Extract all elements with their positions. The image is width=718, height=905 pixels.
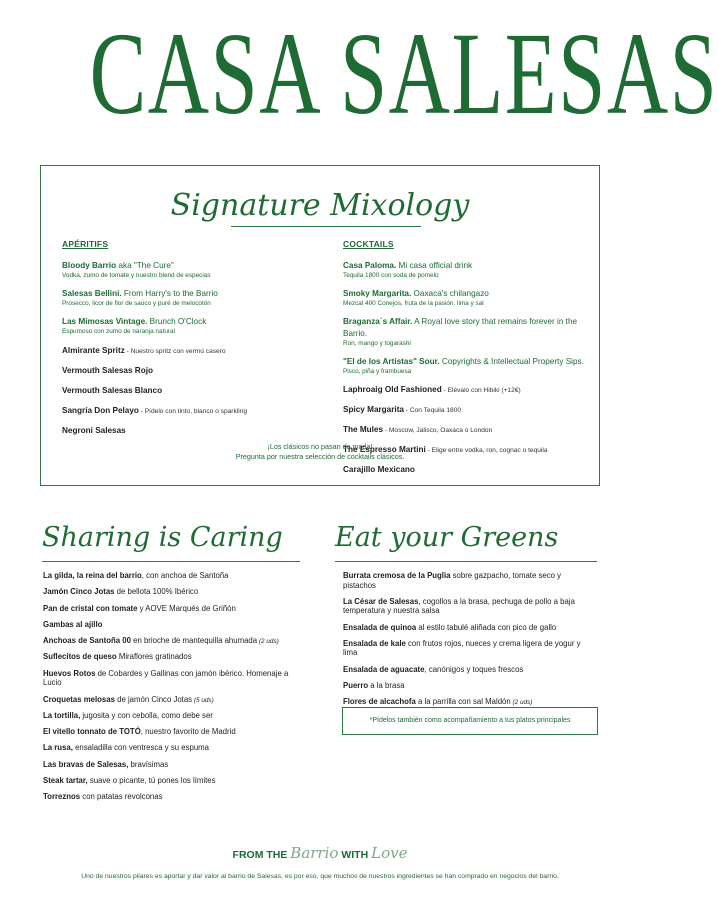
drink-item [62, 424, 312, 437]
dish-name: Burrata cremosa de la Puglia [343, 571, 451, 580]
footer-with: WITH [341, 849, 369, 861]
dish-name: La César de Salesas [343, 596, 419, 606]
mixology-note [41, 442, 599, 462]
drink-item [343, 383, 588, 396]
menu-item [43, 776, 298, 787]
dish-name: Ensalada de kale [343, 638, 406, 648]
drink-item [343, 355, 588, 377]
drink-item [343, 287, 588, 309]
dish-name: Ensalada de quinoa [343, 622, 417, 632]
drink-name: Smoky Margarita. [343, 289, 412, 298]
dish-description: bravísimas [128, 759, 169, 769]
drink-name: Las Mimosas Vintage. [62, 317, 148, 326]
menu-item [343, 639, 583, 659]
mixology-note-line1: ¡Los clásicos no pasan de moda! [267, 442, 373, 451]
drink-tagline: Mi casa official drink [396, 261, 473, 270]
drink-name: Spicy Margarita [343, 405, 404, 414]
drink-ingredients: Tequila 1800 con soda de pomelo [343, 272, 439, 279]
dish-name: Las bravas de Salesas, [43, 759, 129, 769]
drink-ingredients: Ron, mango y togarashi [343, 340, 411, 347]
dish-description: , nuestro favorito de Madrid [140, 727, 236, 737]
menu-item [43, 652, 298, 663]
cocktails-heading: COCKTAILS [343, 239, 394, 249]
menu-item [343, 623, 583, 634]
dish-name: Jamón Cinco Jotas [43, 587, 115, 597]
drink-item [62, 287, 312, 309]
menu-item [43, 587, 298, 598]
greens-list [343, 571, 583, 714]
drink-name: Braganza´s Affair. [343, 317, 413, 326]
footer-barrio: Barrio [290, 844, 339, 862]
drink-item [343, 403, 588, 416]
dish-description: a la brasa [368, 680, 405, 690]
dish-description: ensaladilla con ventresca y su espuma [72, 743, 209, 753]
dish-portion: (2 uds) [510, 699, 533, 707]
footer-love: Love [371, 844, 408, 862]
menu-item [43, 636, 298, 647]
dish-description: de Cobardes y Gallinas con jamón ibérico. Homenaje a Lucio [43, 668, 289, 688]
mixology-title: Signature Mixology [170, 188, 470, 223]
footer-tagline [0, 844, 640, 862]
drink-name: Negroni Salesas [62, 426, 126, 435]
menu-item [343, 571, 583, 591]
dish-description: suave o picante, tú pones los límites [87, 776, 216, 786]
drink-name: Almirante Spritz [62, 346, 125, 355]
menu-item [43, 743, 298, 754]
drink-name: Casa Paloma. [343, 261, 397, 270]
drink-name: Carajillo Mexicano [343, 465, 415, 474]
drink-name: The Espresso Martini [343, 445, 426, 454]
drink-name: Vermouth Salesas Rojo [62, 366, 154, 375]
dish-name: La rusa, [43, 743, 73, 753]
dish-name: Torreznos [43, 792, 81, 802]
drink-name: Salesas Bellini. [62, 289, 122, 298]
drink-tagline: Oaxaca's chilangazo [411, 289, 489, 298]
dish-portion: (5 uds) [192, 696, 214, 704]
drink-ingredients: Prosecco, licor de flor de saúco y puré de melocotón [62, 300, 211, 307]
dish-name: Puerro [343, 680, 369, 690]
footer-from: FROM THE [232, 849, 288, 861]
dish-description: , canónigos y toques frescos [424, 664, 524, 674]
aperitifs-heading: APÉRITIFS [62, 239, 109, 249]
dish-name: El vitello tonnato de TOTÓ [43, 727, 141, 737]
dish-description: de jamón Cinco Jotas [114, 694, 193, 704]
mixology-box [40, 165, 600, 486]
drink-item [62, 315, 312, 337]
dish-name: Anchoas de Santoña 00 [43, 636, 131, 646]
dish-description: Miraflores gratinados [116, 652, 192, 662]
dish-description: de bellota 100% Ibérico [114, 587, 199, 597]
dish-name: Croquetas melosas [43, 694, 115, 704]
drink-item [62, 384, 312, 397]
drink-note: - Pídelo con tinto, blanco o sparkling [138, 408, 248, 415]
drink-item [343, 259, 588, 281]
drink-item [62, 259, 312, 281]
dish-description: a la parrilla con sal Maldón [415, 697, 511, 707]
drink-item [343, 315, 588, 349]
drink-name: Bloody Barrio [62, 261, 117, 270]
menu-item [43, 571, 298, 582]
drink-item [62, 364, 312, 377]
dish-description: con frutos rojos, nueces y crema ligera de yogur y lima [343, 638, 581, 658]
drink-name: "El de los Artistas" Sour. [343, 357, 440, 366]
drink-tagline: aka "The Cure" [116, 261, 174, 270]
dish-description: , cogollos a la brasa, pechuga de pollo a baja temperatura y nuestra salsa [343, 596, 575, 616]
drink-tagline: Brunch O'Clock [147, 317, 207, 326]
drink-note: - Moscow, Jalisco, Oaxaca o London [383, 427, 493, 434]
drink-note: - Elige entre vodka, ron, cognac o tequila [425, 447, 548, 454]
brand-title: CASA SALESAS [89, 8, 718, 139]
menu-item [43, 620, 298, 631]
dish-name: Gambas al ajillo [43, 619, 103, 629]
mixology-note-line2: Pregunta por nuestra selección de cocktails clásicos. [235, 452, 405, 461]
drink-ingredients: Espumoso con zumo de naranja natural [62, 328, 175, 335]
dish-description: jugosita y con cebolla, como debe ser [80, 710, 213, 720]
dish-name: Ensalada de aguacate [343, 664, 425, 674]
drink-ingredients: Pisco, piña y frambuesa [343, 368, 412, 375]
drink-note: - Con Tequila 1800 [403, 407, 462, 414]
drink-item [62, 404, 312, 417]
sharing-title: Sharing is Caring [42, 522, 283, 553]
dish-name: Pan de cristal con tomate [43, 603, 138, 613]
dish-description: en brioche de mantequilla ahumada [130, 636, 258, 646]
menu-item [43, 695, 298, 706]
drink-item [343, 463, 588, 476]
dish-name: Huevos Rotos [43, 668, 96, 678]
greens-title: Eat your Greens [335, 522, 559, 553]
aperitifs-column [62, 239, 312, 444]
drink-tagline: From Harry's to the Barrio [121, 289, 218, 298]
greens-sides-note: *Pídelos también como acompañamiento a tus platos principales [342, 707, 598, 735]
greens-divider [335, 561, 597, 562]
menu-item [343, 681, 583, 692]
aperitifs-plain-list [62, 344, 312, 437]
dish-portion: (2 uds) [257, 638, 279, 646]
dish-name: Suflecitos de queso [43, 652, 117, 662]
drink-name: Vermouth Salesas Blanco [62, 386, 163, 395]
dish-name: Flores de alcachofa [343, 697, 416, 707]
menu-item [343, 597, 583, 617]
drink-name: Laphroaig Old Fashioned [343, 385, 442, 394]
dish-description: , con anchoa de Santoña [141, 571, 229, 580]
menu-item [43, 604, 298, 615]
menu-item [43, 727, 298, 738]
drink-item [62, 344, 312, 357]
cocktails-featured-list [343, 259, 588, 377]
dish-name: La tortilla, [43, 710, 81, 720]
aperitifs-featured-list [62, 259, 312, 337]
dish-name: Steak tartar, [43, 776, 88, 786]
drink-ingredients: Mezcal 400 Conejos, fruta de la pasión, lima y sal [343, 300, 484, 307]
menu-item [43, 669, 298, 689]
drink-name: Sangría Don Pelayo [62, 406, 139, 415]
drink-note: - Elévalo con Hibiki (+12€) [441, 387, 521, 394]
menu-item [43, 711, 298, 722]
footer-note: Uno de nuestros pilares es aportar y dar valor al barrio de Salesas, es por eso, que muchos de nuestros ingredientes se han comprado en negocios del barrio. [81, 873, 559, 880]
menu-item [43, 792, 298, 803]
mixology-title-flourish [231, 226, 421, 227]
sharing-list [43, 571, 298, 809]
menu-item [343, 665, 583, 676]
dish-description: con patatas revolconas [80, 792, 163, 802]
cocktails-plain-list [343, 383, 588, 476]
drink-note: - Nuestro spritz con vermú casero [124, 348, 226, 355]
drink-tagline: A Royal love story that remains forever in the Barrio. [343, 317, 578, 338]
sharing-divider [42, 561, 300, 562]
drink-item [343, 423, 588, 436]
dish-name: La gilda, la reina del barrio [43, 571, 142, 580]
dish-description: al estilo tabulé aliñada con pico de gallo [416, 622, 557, 632]
drink-name: The Mules [343, 425, 384, 434]
drink-tagline: Copyrights & Intellectual Property Sips. [439, 357, 584, 366]
menu-item [43, 760, 298, 771]
drink-ingredients: Vodka, zumo de tomate y nuestro blend de especias [62, 272, 211, 279]
dish-description: sobre gazpacho, tomate seco y pistachos [343, 571, 561, 590]
dish-description: y AOVE Marqués de Griñón [137, 603, 236, 613]
